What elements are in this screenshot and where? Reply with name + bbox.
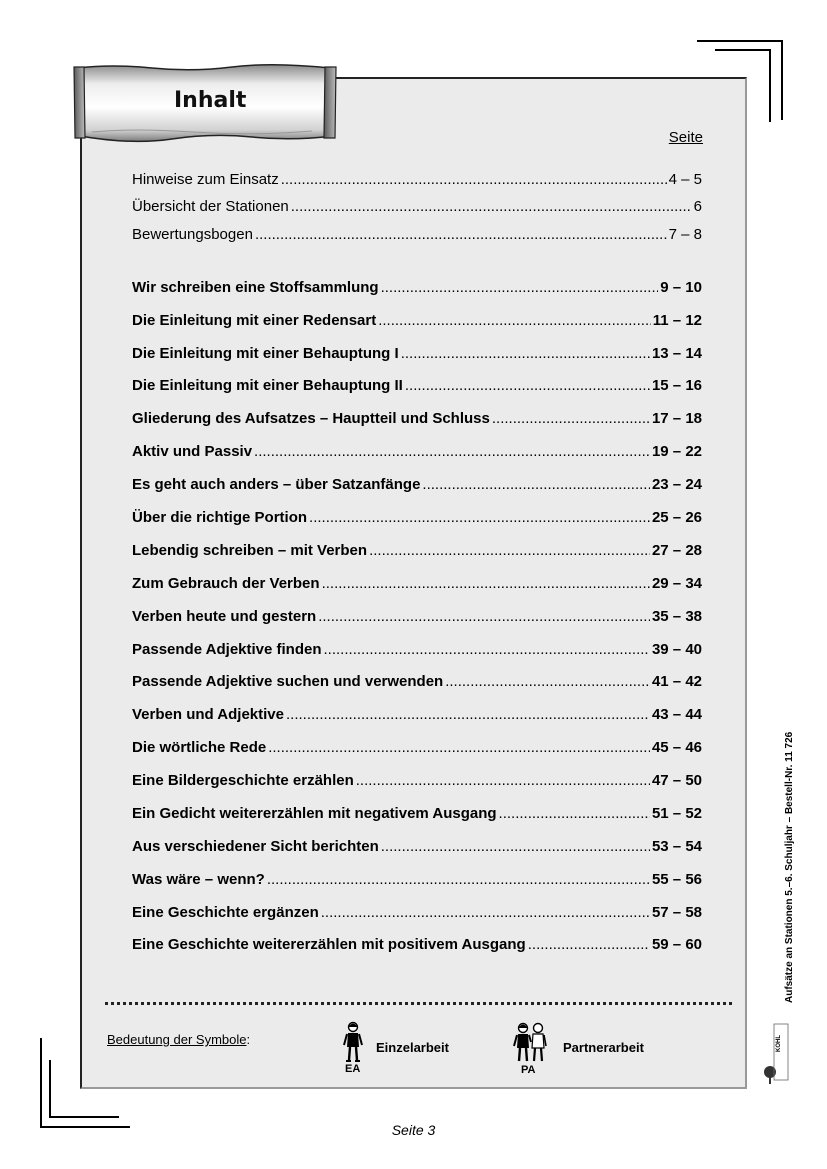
- toc-entry-pages: 19 – 22: [651, 443, 702, 460]
- corner-line: [769, 49, 771, 122]
- toc-entry-pages: 41 – 42: [651, 673, 702, 690]
- leader-dots: [401, 345, 650, 362]
- toc-entry-pages: 9 – 10: [660, 279, 702, 296]
- toc-entry-title: Die Einleitung mit einer Redensart: [132, 312, 377, 329]
- toc-entry: [132, 772, 702, 792]
- leader-dots: [356, 772, 650, 789]
- toc-entry-title: Was wäre – wenn?: [132, 871, 265, 888]
- toc-entry: [132, 312, 702, 332]
- toc-entry-pages: 39 – 40: [651, 641, 702, 658]
- toc-entry-title: Wir schreiben eine Stoffsammlung: [132, 279, 379, 296]
- toc-entry-pages: 13 – 14: [651, 345, 702, 362]
- leader-dots: [267, 871, 650, 888]
- leader-dots: [381, 838, 650, 855]
- toc-entry-pages: 23 – 24: [651, 476, 702, 493]
- toc-entry-title: Eine Geschichte weitererzählen mit positivem Ausgang: [132, 936, 526, 953]
- corner-line: [781, 40, 783, 120]
- publisher-name: KOHL: [776, 1035, 782, 1052]
- leader-dots: [405, 377, 650, 394]
- toc-entry-title: Gliederung des Aufsatzes – Hauptteil und Schluss: [132, 410, 490, 427]
- toc-entry-pages: 29 – 34: [651, 575, 702, 592]
- toc-entry: [132, 226, 702, 246]
- leader-dots: [321, 904, 650, 921]
- toc-entry-pages: 25 – 26: [651, 509, 702, 526]
- toc-entry-title: Bewertungsbogen: [132, 226, 253, 243]
- toc-entry-title: Passende Adjektive finden: [132, 641, 322, 658]
- corner-line: [697, 40, 783, 42]
- toc-entry-title: Aus verschiedener Sicht berichten: [132, 838, 379, 855]
- single-person-icon: [343, 1021, 363, 1063]
- leader-dots: [324, 641, 650, 658]
- toc-entry: [132, 171, 702, 191]
- toc-entry: [132, 198, 702, 218]
- toc-entry: [132, 509, 702, 529]
- toc-entry-pages: 51 – 52: [651, 805, 702, 822]
- toc-entry-pages: 27 – 28: [651, 542, 702, 559]
- toc-entry-pages: 7 – 8: [668, 226, 702, 243]
- single-work-code: EA: [345, 1063, 361, 1075]
- toc-entry: [132, 871, 702, 891]
- toc-entry-pages: 11 – 12: [652, 312, 702, 329]
- toc-entry-title: Verben heute und gestern: [132, 608, 317, 625]
- toc-entry: [132, 673, 702, 693]
- toc-entry-pages: 45 – 46: [651, 739, 702, 756]
- toc-entry: [132, 641, 702, 661]
- toc-entry: [132, 279, 702, 299]
- toc-entry-title: Zum Gebrauch der Verben: [132, 575, 320, 592]
- toc-entry: [132, 443, 702, 463]
- leader-dots: [281, 171, 667, 188]
- side-order-note: Aufsätze an Stationen 5.–6. Schuljahr – Bestell-Nr. 11 726: [784, 731, 795, 1003]
- leader-dots: [291, 198, 692, 215]
- toc-entry-pages: 17 – 18: [651, 410, 702, 427]
- page-number: Seite 3: [391, 1122, 436, 1138]
- toc-entry: [132, 904, 702, 924]
- leader-dots: [378, 312, 651, 329]
- toc-entry-pages: 15 – 16: [651, 377, 702, 394]
- leader-dots: [499, 805, 650, 822]
- toc-entry-title: Die Einleitung mit einer Behauptung I: [132, 345, 399, 362]
- leader-dots: [318, 608, 650, 625]
- legend-label-suffix: :: [246, 1032, 251, 1047]
- toc-entry-title: Verben und Adjektive: [132, 706, 284, 723]
- toc-entry-pages: 55 – 56: [651, 871, 702, 888]
- corner-line: [49, 1116, 119, 1118]
- toc-entry: [132, 706, 702, 726]
- leader-dots: [381, 279, 659, 296]
- leader-dots: [422, 476, 650, 493]
- toc-entry: [132, 575, 702, 595]
- toc-entry: [132, 838, 702, 858]
- toc-entry-title: Aktiv und Passiv: [132, 443, 253, 460]
- leader-dots: [369, 542, 650, 559]
- leader-dots: [492, 410, 650, 427]
- leader-dots: [254, 443, 650, 460]
- toc-entry: [132, 345, 702, 365]
- toc-entry-title: Eine Geschichte ergänzen: [132, 904, 319, 921]
- leader-dots: [268, 739, 650, 756]
- leader-dots: [309, 509, 650, 526]
- toc-entry-title: Über die richtige Portion: [132, 509, 308, 526]
- page-title: Inhalt: [174, 88, 247, 113]
- title-scroll-banner: [72, 62, 337, 144]
- toc-entry-title: Ein Gedicht weitererzählen mit negativem Ausgang: [132, 805, 497, 822]
- leader-dots: [528, 936, 650, 953]
- toc-entry: [132, 608, 702, 628]
- leader-dots: [255, 226, 667, 243]
- corner-line: [40, 1038, 42, 1128]
- partner-work-code: PA: [521, 1064, 536, 1076]
- toc-entry-pages: 4 – 5: [668, 171, 702, 188]
- single-work-label: Einzelarbeit: [376, 1040, 449, 1055]
- toc-entry-title: Übersicht der Stationen: [132, 198, 289, 215]
- toc-entry: [132, 410, 702, 430]
- dotted-separator: [105, 1002, 732, 1005]
- page-column-label: Seite: [668, 129, 703, 146]
- legend-label-text: Bedeutung der Symbole: [107, 1032, 247, 1047]
- toc-entry: [132, 476, 702, 496]
- two-persons-icon: [513, 1022, 547, 1064]
- leader-dots: [322, 575, 650, 592]
- toc-entry-title: Lebendig schreiben – mit Verben: [132, 542, 368, 559]
- toc-entry: [132, 805, 702, 825]
- toc-entry-pages: 35 – 38: [651, 608, 702, 625]
- leader-dots: [445, 673, 650, 690]
- toc-entry-title: Die wörtliche Rede: [132, 739, 267, 756]
- legend-label: [107, 1032, 250, 1047]
- toc-entry: [132, 739, 702, 759]
- corner-line: [49, 1060, 51, 1117]
- toc-entry-title: Hinweise zum Einsatz: [132, 171, 279, 188]
- toc-entry-title: Die Einleitung mit einer Behauptung II: [132, 377, 403, 394]
- corner-line: [715, 49, 771, 51]
- partner-work-label: Partnerarbeit: [563, 1040, 644, 1055]
- toc-entry: [132, 936, 702, 956]
- toc-entry: [132, 377, 702, 397]
- toc-entry-pages: 57 – 58: [651, 904, 702, 921]
- toc-entry-pages: 47 – 50: [651, 772, 702, 789]
- toc-entry-pages: 43 – 44: [651, 706, 702, 723]
- toc-entry-title: Passende Adjektive suchen und verwenden: [132, 673, 444, 690]
- toc-entry-pages: 6: [693, 198, 702, 215]
- toc-entry-title: Es geht auch anders – über Satzanfänge: [132, 476, 421, 493]
- toc-entry-pages: 59 – 60: [651, 936, 702, 953]
- leader-dots: [286, 706, 650, 723]
- kohl-verlag-tree-logo: [760, 1020, 790, 1088]
- toc-entry-title: Eine Bildergeschichte erzählen: [132, 772, 354, 789]
- toc-entry: [132, 542, 702, 562]
- toc-entry-pages: 53 – 54: [651, 838, 702, 855]
